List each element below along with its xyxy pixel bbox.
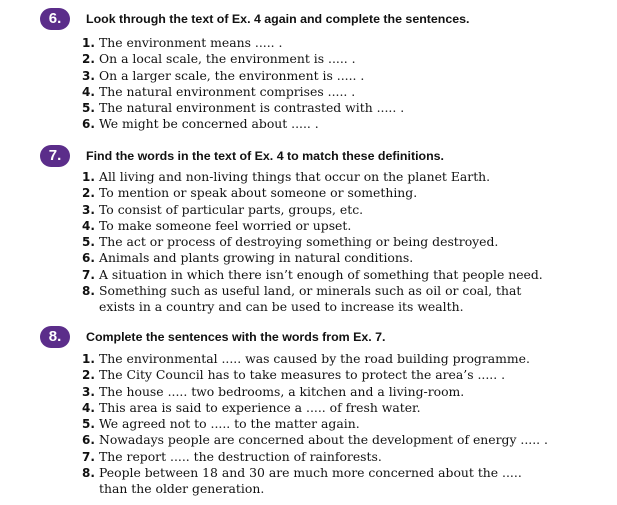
item-text: The City Council has to take measures to protect the area’s ..... . xyxy=(99,367,506,383)
exercise-header xyxy=(0,145,617,167)
item-text: We might be concerned about ..... . xyxy=(99,116,319,132)
list-item xyxy=(82,267,543,283)
item-text: We agreed not to ..... to the matter again. xyxy=(99,416,360,432)
list-item xyxy=(82,449,548,465)
exercise-instruction: Complete the sentences with the words from Ex. 7. xyxy=(86,330,386,344)
item-number: 2. xyxy=(82,368,95,383)
item-text-continuation: exists in a country and can be used to increase its wealth. xyxy=(99,299,464,315)
item-text: People between 18 and 30 are much more concerned about the ..... xyxy=(99,465,522,481)
item-text: This area is said to experience a ..... of fresh water. xyxy=(99,399,421,415)
item-number: 3. xyxy=(82,384,95,399)
item-number: 3. xyxy=(82,68,95,83)
item-text: The house ..... two bedrooms, a kitchen and a living-room. xyxy=(99,383,465,399)
item-text: Something such as useful land, or minerals such as oil or coal, that xyxy=(99,283,522,299)
item-number: 1. xyxy=(82,36,95,50)
item-number: 5. xyxy=(82,235,95,250)
item-number: 7. xyxy=(82,267,95,282)
list-item xyxy=(82,384,548,400)
list-item xyxy=(82,250,543,266)
exercise-number-badge: 8. xyxy=(40,326,70,348)
item-number: 8. xyxy=(82,466,95,481)
item-text: The report ..... the destruction of rainforests. xyxy=(99,448,382,464)
item-number: 5. xyxy=(82,417,95,432)
list-item xyxy=(82,367,548,383)
item-text: On a local scale, the environment is ..... . xyxy=(99,51,356,67)
exercise-number-badge: 7. xyxy=(40,145,70,167)
exercise-items xyxy=(82,351,548,498)
exercise-instruction: Look through the text of Ex. 4 again and complete the sentences. xyxy=(86,12,470,26)
list-item xyxy=(82,218,543,234)
list-item xyxy=(82,51,404,67)
item-number: 6. xyxy=(82,433,95,448)
exercise-7 xyxy=(0,145,617,315)
item-number: 3. xyxy=(82,202,95,217)
item-text-continuation: than the older generation. xyxy=(99,481,265,497)
item-number: 4. xyxy=(82,218,95,233)
item-number: 2. xyxy=(82,52,95,67)
exercise-6 xyxy=(0,8,617,132)
item-number: 2. xyxy=(82,186,95,201)
list-item xyxy=(82,400,548,416)
list-item xyxy=(82,35,404,51)
item-text: The act or process of destroying something or being destroyed. xyxy=(99,234,499,250)
item-text: The environmental ..... was caused by the road building programme. xyxy=(99,351,530,366)
item-number: 7. xyxy=(82,449,95,464)
list-item xyxy=(82,234,543,250)
exercise-number-badge: 6. xyxy=(40,8,70,30)
exercise-instruction: Find the words in the text of Ex. 4 to match these definitions. xyxy=(86,149,444,163)
list-item xyxy=(82,100,404,116)
list-item xyxy=(82,169,543,185)
item-text: A situation in which there isn’t enough of something that people need. xyxy=(99,266,543,282)
item-text: To mention or speak about someone or something. xyxy=(99,185,418,201)
list-item xyxy=(82,84,404,100)
list-item xyxy=(82,202,543,218)
list-item xyxy=(82,465,548,498)
item-number: 6. xyxy=(82,117,95,132)
item-number: 1. xyxy=(82,170,95,184)
list-item xyxy=(82,68,404,84)
list-item xyxy=(82,416,548,432)
item-number: 4. xyxy=(82,84,95,99)
list-item xyxy=(82,185,543,201)
item-text: On a larger scale, the environment is ..... . xyxy=(99,67,365,83)
item-text: The natural environment comprises ..... . xyxy=(99,83,356,99)
list-item xyxy=(82,432,548,448)
item-text: Nowadays people are concerned about the development of energy ..... . xyxy=(99,432,548,448)
item-text: To consist of particular parts, groups, etc. xyxy=(99,201,364,217)
exercise-8 xyxy=(0,326,617,497)
item-number: 5. xyxy=(82,101,95,116)
item-text: The natural environment is contrasted with ..... . xyxy=(99,100,405,116)
list-item xyxy=(82,351,548,367)
exercise-header xyxy=(0,326,617,348)
item-text: To make someone feel worried or upset. xyxy=(99,217,352,233)
exercise-header xyxy=(0,8,617,30)
item-number: 8. xyxy=(82,284,95,299)
item-number: 6. xyxy=(82,251,95,266)
item-number: 4. xyxy=(82,400,95,415)
item-number: 1. xyxy=(82,352,95,366)
exercise-items xyxy=(82,169,543,316)
exercise-items xyxy=(82,35,404,133)
list-item xyxy=(82,116,404,132)
item-text: The environment means ..... . xyxy=(99,35,283,50)
item-text: All living and non-living things that occur on the planet Earth. xyxy=(99,169,491,184)
list-item xyxy=(82,283,543,316)
item-text: Animals and plants growing in natural conditions. xyxy=(99,250,414,266)
